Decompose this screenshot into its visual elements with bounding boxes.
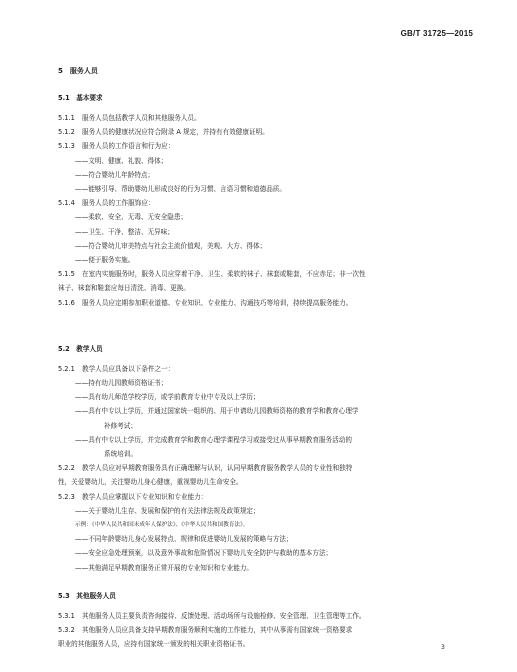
list-item: ——持有幼儿园教师资格证书；	[75, 379, 168, 388]
clause-text: 服务人员的工作服饰应：	[82, 199, 155, 208]
clause-text: 服务人员包括教学人员和其他服务人员。	[82, 114, 201, 122]
list-item: ——柔软、安全、无毒、无安全隐患；	[75, 213, 188, 222]
example-note: 示例：《中华人民共和国未成年人保护法》、《中华人民共和国教育法》。	[75, 522, 249, 529]
section-5-title: 5 服务人员	[58, 67, 98, 75]
clause-text: 在室内实施服务时，服务人员应穿着干净、卫生、柔软的袜子、袜套或鞋套，不应赤足；非一次性	[82, 270, 366, 279]
clause-text: 其他服务人员主要负责咨询接待、反馈处理、活动场所与设施检修、安全管理、卫生管理等工作。	[82, 611, 366, 620]
list-item: ——文明、健康、礼貌、得体；	[75, 156, 168, 165]
clause-5-1-2	[58, 125, 462, 139]
clause-5-3-2-continued: 职业的其他服务人员，应持有国家统一颁发的相关职业资格证书。	[58, 640, 250, 649]
clause-number: 5.3.2	[58, 626, 75, 635]
clause-text: 服务人员应定期参加职业道德、专业知识、专业能力、沟通技巧等培训，持续提高服务能力。	[82, 298, 353, 307]
list-item: ——能够引导、帮助婴幼儿形成良好的行为习惯、言语习惯和道德品质。	[75, 185, 286, 194]
list-item: ——其他满足早期教育服务正常开展的专业知识和专业能力。	[75, 563, 254, 572]
clause-5-1-1	[58, 111, 462, 125]
clause-5-3-1	[58, 609, 462, 623]
clause-5-2-2	[58, 461, 462, 475]
clause-text: 服务人员的工作语言和行为应：	[82, 142, 175, 151]
clause-number: 5.2.3	[58, 492, 75, 501]
clause-number: 5.3.1	[58, 611, 75, 620]
section-5-3-title: 5.3 其他服务人员	[58, 591, 116, 600]
clause-5-1-5-continued: 袜子、袜套和鞋套应每日清洗、消毒、更换。	[58, 284, 190, 293]
standard-code: GB/T 31725—2015	[400, 29, 473, 38]
clause-number: 5.1.6	[58, 298, 75, 307]
clause-number: 5.1.4	[58, 199, 75, 208]
clause-number: 5.1.3	[58, 142, 75, 151]
list-item: ——安全应急处理预案，以及意外事故和危险情况下婴幼儿安全防护与救助的基本方法；	[75, 549, 333, 558]
list-item-continued: 补修考试；	[104, 421, 137, 430]
list-item: ——不同年龄婴幼儿身心发展特点、规律和促进婴幼儿发展的策略与方法；	[75, 535, 293, 544]
clause-text: 其他服务人员应具备支持早期教育服务顺利实施的工作能力，其中从事需有国家统一资格要求	[82, 626, 353, 635]
list-item: ——具有中专以上学历，并完成教育学和教育心理学课程学习或接受过从事早期教育服务活动的	[75, 435, 352, 444]
list-item: ——便于服务实施。	[75, 256, 135, 265]
clause-text: 教学人员应具备以下条件之一：	[82, 364, 175, 373]
clause-number: 5.1.5	[58, 270, 75, 279]
clause-5-1-6	[58, 296, 462, 310]
clause-text: 服务人员的健康状况应符合附录 A 规定，并持有有效健康证明。	[82, 128, 269, 137]
clause-5-2-2-continued: 性，关爱婴幼儿，关注婴幼儿身心健康，重视婴幼儿生命安全。	[58, 478, 243, 487]
document-body	[58, 66, 462, 652]
list-item: ——符合婴幼儿年龄特点；	[75, 170, 155, 179]
clause-5-1-4	[58, 196, 462, 210]
clause-5-1-5	[58, 267, 462, 281]
list-item: ——关于婴幼儿生存、发展和保护的有关法律法规及政策规定；	[75, 506, 260, 515]
clause-number: 5.2.1	[58, 364, 75, 373]
list-item: ——符合婴幼儿审美特点与社会主流价值观，美观、大方、得体；	[75, 241, 267, 250]
list-item: ——具有中专以上学历，并通过国家统一组织的、用于申请幼儿园教师资格的教育学和教育心理学	[75, 407, 359, 416]
clause-number: 5.1.2	[58, 128, 75, 137]
section-5-1-title: 5.1 基本要求	[58, 94, 103, 102]
page-number: 3	[441, 644, 445, 651]
clause-5-2-1	[58, 362, 462, 376]
section-5-2-title: 5.2 教学人员	[58, 344, 103, 353]
clause-text: 教学人员应对早期教育服务具有正确理解与认识，认同早期教育服务教学人员的专业性和独特	[82, 464, 353, 473]
list-item: ——具有幼儿师范学校学历，或学前教育专业中专及以上学历；	[75, 393, 260, 402]
list-item-continued: 系统培训。	[104, 450, 137, 459]
list-item: ——卫生、干净、整洁、无异味；	[75, 227, 174, 236]
clause-5-3-2	[58, 623, 462, 637]
clause-number: 5.2.2	[58, 464, 75, 473]
clause-text: 教学人员应掌握以下专业知识和专业能力：	[82, 492, 208, 501]
clause-number: 5.1.1	[58, 114, 75, 122]
clause-5-1-3	[58, 139, 462, 153]
clause-5-2-3	[58, 490, 462, 504]
